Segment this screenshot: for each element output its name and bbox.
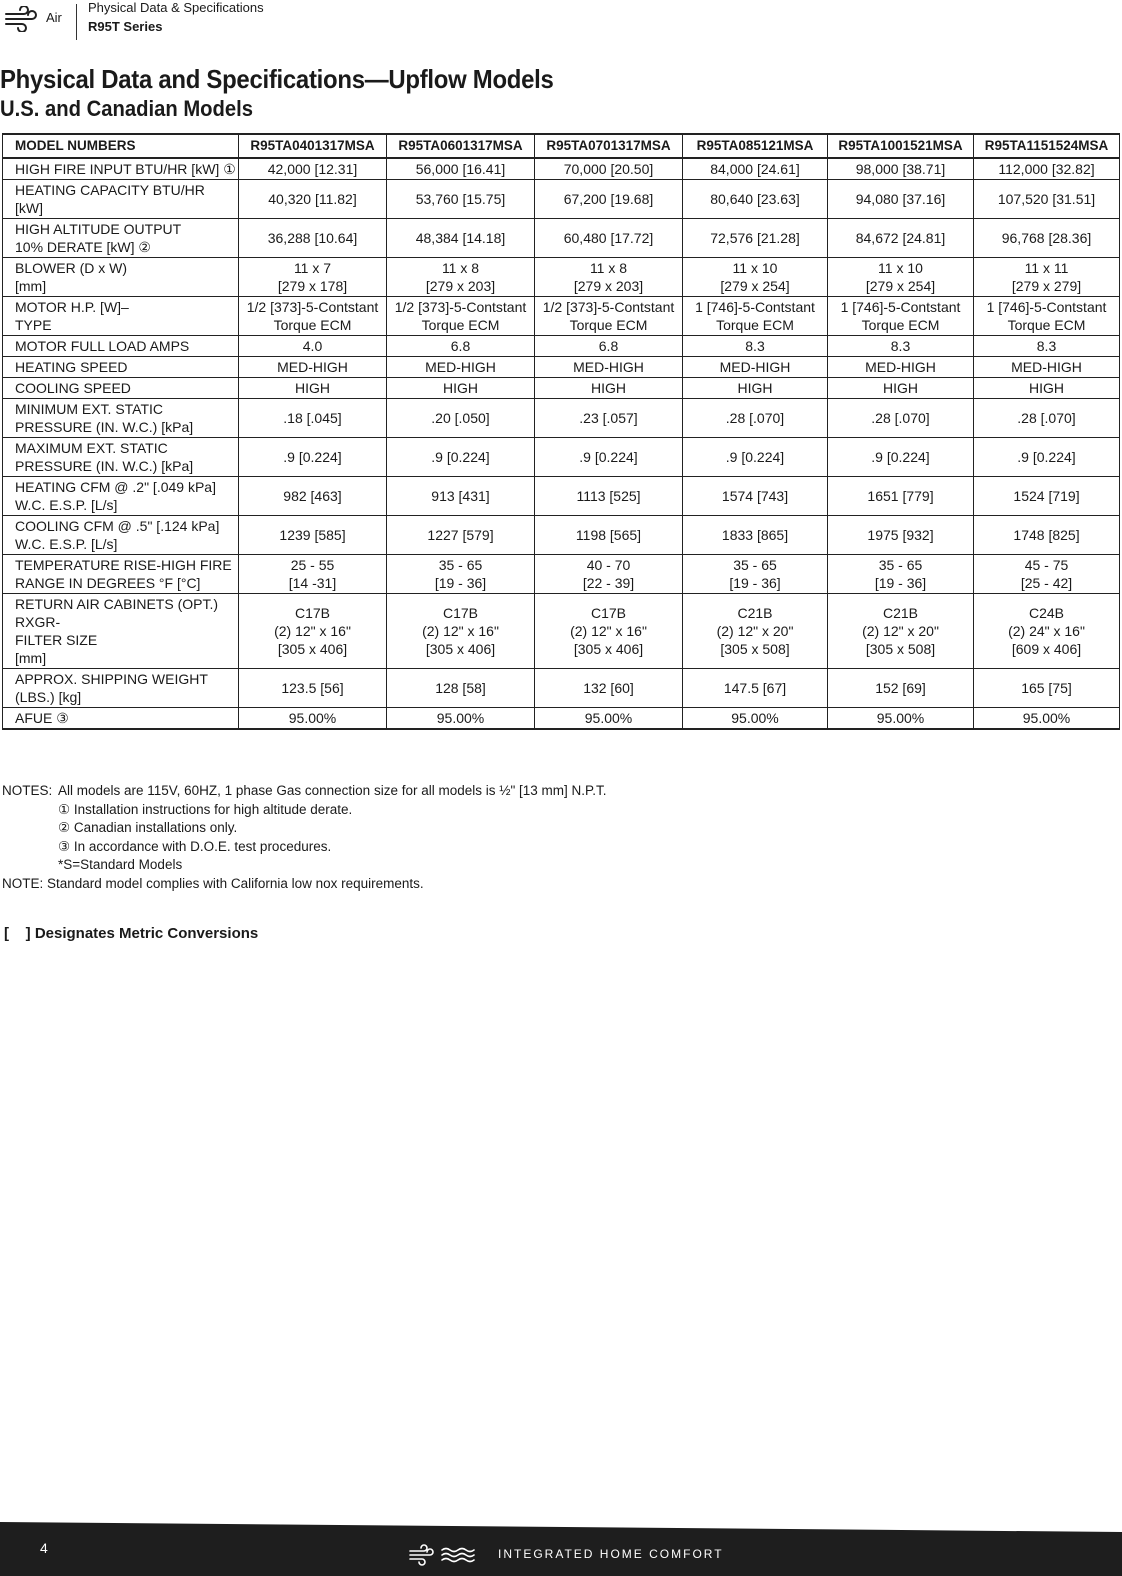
table-cell: .28 [.070] xyxy=(974,399,1120,438)
footer-slant xyxy=(0,1522,1122,1532)
app-label: Air xyxy=(46,10,62,25)
row-label: BLOWER (D x W) [mm] xyxy=(3,258,239,297)
note-first: All models are 115V, 60HZ, 1 phase Gas connection size for all models is ½" [13 mm] N.P.T. xyxy=(58,783,607,798)
page-title: Physical Data and Specifications—Upflow Models xyxy=(0,64,554,94)
water-waves-icon xyxy=(442,1549,474,1562)
table-cell: 67,200 [19.68] xyxy=(535,180,683,219)
table-cell: 95.00% xyxy=(239,708,387,730)
table-cell: 98,000 [38.71] xyxy=(828,158,974,180)
row-label: AFUE ③ xyxy=(3,708,239,730)
table-cell: 11 x 10 [279 x 254] xyxy=(683,258,828,297)
table-cell: 72,576 [21.28] xyxy=(683,219,828,258)
table-cell: 1 [746]-5-Contstant Torque ECM xyxy=(683,297,828,336)
table-row xyxy=(3,158,1120,180)
table-cell: 11 x 8 [279 x 203] xyxy=(535,258,683,297)
table-cell: 913 [431] xyxy=(387,477,535,516)
table-cell: .9 [0.224] xyxy=(828,438,974,477)
table-cell: MED-HIGH xyxy=(974,357,1120,378)
table-cell: 1833 [865] xyxy=(683,516,828,555)
table-cell: HIGH xyxy=(387,378,535,399)
page-footer xyxy=(0,1522,1122,1576)
table-row xyxy=(3,336,1120,357)
model-header: R95TA0701317MSA xyxy=(535,134,683,158)
table-cell: 96,768 [28.36] xyxy=(974,219,1120,258)
section-title: Physical Data & Specifications xyxy=(88,0,264,15)
table-cell: 112,000 [32.82] xyxy=(974,158,1120,180)
table-cell: HIGH xyxy=(239,378,387,399)
row-label: TEMPERATURE RISE-HIGH FIRE RANGE IN DEGREES °F [°C] xyxy=(3,555,239,594)
header-divider xyxy=(76,4,77,40)
model-header: R95TA0401317MSA xyxy=(239,134,387,158)
table-cell: 84,672 [24.81] xyxy=(828,219,974,258)
notes xyxy=(2,782,607,893)
table-cell: 165 [75] xyxy=(974,669,1120,708)
table-row xyxy=(3,399,1120,438)
table-cell: HIGH xyxy=(974,378,1120,399)
table-cell: 11 x 10 [279 x 254] xyxy=(828,258,974,297)
row-label: RETURN AIR CABINETS (OPT.) RXGR- FILTER SIZE [mm] xyxy=(3,594,239,669)
page-number: 4 xyxy=(40,1540,48,1556)
note-item: *S=Standard Models xyxy=(58,857,183,872)
table-cell: .9 [0.224] xyxy=(974,438,1120,477)
page-subtitle: U.S. and Canadian Models xyxy=(0,96,254,121)
table-cell: MED-HIGH xyxy=(828,357,974,378)
table-cell: C21B (2) 12" x 20" [305 x 508] xyxy=(683,594,828,669)
table-cell: HIGH xyxy=(683,378,828,399)
table-cell: 1113 [525] xyxy=(535,477,683,516)
model-header: R95TA085121MSA xyxy=(683,134,828,158)
table-cell: 1 [746]-5-Contstant Torque ECM xyxy=(828,297,974,336)
table-row xyxy=(3,669,1120,708)
table-row xyxy=(3,594,1120,669)
note-item: ① Installation instructions for high altitude derate. xyxy=(58,801,353,817)
table-cell: 1/2 [373]-5-Contstant Torque ECM xyxy=(239,297,387,336)
table-cell: HIGH xyxy=(828,378,974,399)
table-cell: 40 - 70 [22 - 39] xyxy=(535,555,683,594)
table-cell: 11 x 8 [279 x 203] xyxy=(387,258,535,297)
table-cell: 8.3 xyxy=(683,336,828,357)
row-label: HEATING CAPACITY BTU/HR [kW] xyxy=(3,180,239,219)
note-item: ② Canadian installations only. xyxy=(58,820,238,835)
model-header: R95TA1151524MSA xyxy=(974,134,1120,158)
table-cell: MED-HIGH xyxy=(683,357,828,378)
table-cell: 45 - 75 [25 - 42] xyxy=(974,555,1120,594)
table-cell: 1524 [719] xyxy=(974,477,1120,516)
table-cell: 60,480 [17.72] xyxy=(535,219,683,258)
table-header-row xyxy=(3,134,1120,158)
table-cell: 107,520 [31.51] xyxy=(974,180,1120,219)
table-cell: C17B (2) 12" x 16" [305 x 406] xyxy=(239,594,387,669)
table-cell: 1 [746]-5-Contstant Torque ECM xyxy=(974,297,1120,336)
table-cell: 80,640 [23.63] xyxy=(683,180,828,219)
spec-table xyxy=(2,133,1120,730)
table-row xyxy=(3,357,1120,378)
table-cell: 95.00% xyxy=(387,708,535,730)
table-cell: .28 [.070] xyxy=(828,399,974,438)
table-cell: .18 [.045] xyxy=(239,399,387,438)
page-header xyxy=(0,0,600,42)
table-cell: 53,760 [15.75] xyxy=(387,180,535,219)
table-cell: 8.3 xyxy=(974,336,1120,357)
table-cell: 123.5 [56] xyxy=(239,669,387,708)
table-cell: 94,080 [37.16] xyxy=(828,180,974,219)
table-cell: 132 [60] xyxy=(535,669,683,708)
table-cell: 152 [69] xyxy=(828,669,974,708)
table-cell: 1975 [932] xyxy=(828,516,974,555)
table-cell: 35 - 65 [19 - 36] xyxy=(683,555,828,594)
table-cell: 128 [58] xyxy=(387,669,535,708)
table-cell: 1748 [825] xyxy=(974,516,1120,555)
table-cell: 1651 [779] xyxy=(828,477,974,516)
air-wind-icon xyxy=(4,6,38,37)
table-cell: HIGH xyxy=(535,378,683,399)
row-label: COOLING CFM @ .5" [.124 kPa] W.C. E.S.P. [L/s] xyxy=(3,516,239,555)
table-cell: .9 [0.224] xyxy=(535,438,683,477)
table-cell: 35 - 65 [19 - 36] xyxy=(828,555,974,594)
table-row xyxy=(3,438,1120,477)
table-cell: C17B (2) 12" x 16" [305 x 406] xyxy=(535,594,683,669)
row-label: MINIMUM EXT. STATIC PRESSURE (IN. W.C.) [kPa] xyxy=(3,399,239,438)
metric-note: [ ] Designates Metric Conversions xyxy=(4,925,259,942)
row-label: HEATING CFM @ .2" [.049 kPa] W.C. E.S.P. [L/s] xyxy=(3,477,239,516)
row-label: COOLING SPEED xyxy=(3,378,239,399)
table-cell: 1239 [585] xyxy=(239,516,387,555)
table-cell: C21B (2) 12" x 20" [305 x 508] xyxy=(828,594,974,669)
table-cell: 1198 [565] xyxy=(535,516,683,555)
row-label: APPROX. SHIPPING WEIGHT (LBS.) [kg] xyxy=(3,669,239,708)
row-label: MOTOR H.P. [W]– TYPE xyxy=(3,297,239,336)
model-header: R95TA0601317MSA xyxy=(387,134,535,158)
table-cell: 11 x 11 [279 x 279] xyxy=(974,258,1120,297)
table-row xyxy=(3,516,1120,555)
row-label: HEATING SPEED xyxy=(3,357,239,378)
table-cell: .9 [0.224] xyxy=(387,438,535,477)
table-cell: MED-HIGH xyxy=(535,357,683,378)
series-title: R95T Series xyxy=(88,19,163,34)
table-cell: 95.00% xyxy=(535,708,683,730)
table-row xyxy=(3,378,1120,399)
table-cell: 11 x 7 [279 x 178] xyxy=(239,258,387,297)
row-label: HIGH ALTITUDE OUTPUT 10% DERATE [kW] ② xyxy=(3,219,239,258)
note-final: NOTE: Standard model complies with California low nox requirements. xyxy=(2,875,424,891)
table-cell: 6.8 xyxy=(387,336,535,357)
table-cell: 4.0 xyxy=(239,336,387,357)
table-row xyxy=(3,258,1120,297)
table-cell: 36,288 [10.64] xyxy=(239,219,387,258)
table-cell: C24B (2) 24" x 16" [609 x 406] xyxy=(974,594,1120,669)
row-label: MOTOR FULL LOAD AMPS xyxy=(3,336,239,357)
table-cell: 1/2 [373]-5-Contstant Torque ECM xyxy=(387,297,535,336)
table-cell: MED-HIGH xyxy=(387,357,535,378)
table-cell: C17B (2) 12" x 16" [305 x 406] xyxy=(387,594,535,669)
table-cell: 25 - 55 [14 -31] xyxy=(239,555,387,594)
table-cell: MED-HIGH xyxy=(239,357,387,378)
brand-icons xyxy=(408,1544,478,1571)
table-cell: 48,384 [14.18] xyxy=(387,219,535,258)
table-cell: 35 - 65 [19 - 36] xyxy=(387,555,535,594)
table-cell: 40,320 [11.82] xyxy=(239,180,387,219)
table-cell: 982 [463] xyxy=(239,477,387,516)
table-cell: 147.5 [67] xyxy=(683,669,828,708)
header-model-numbers: MODEL NUMBERS xyxy=(3,134,239,158)
table-cell: 1574 [743] xyxy=(683,477,828,516)
notes-label: NOTES: xyxy=(2,783,53,798)
table-cell: 42,000 [12.31] xyxy=(239,158,387,180)
table-row xyxy=(3,708,1120,730)
table-cell: .9 [0.224] xyxy=(239,438,387,477)
table-cell: 6.8 xyxy=(535,336,683,357)
wind-icon xyxy=(410,1545,433,1565)
table-cell: 95.00% xyxy=(974,708,1120,730)
table-cell: 95.00% xyxy=(828,708,974,730)
model-header: R95TA1001521MSA xyxy=(828,134,974,158)
table-cell: 1227 [579] xyxy=(387,516,535,555)
table-row xyxy=(3,297,1120,336)
note-item: ③ In accordance with D.O.E. test procedures. xyxy=(58,838,332,854)
table-cell: .20 [.050] xyxy=(387,399,535,438)
table-cell: 84,000 [24.61] xyxy=(683,158,828,180)
table-cell: 1/2 [373]-5-Contstant Torque ECM xyxy=(535,297,683,336)
row-label: HIGH FIRE INPUT BTU/HR [kW] ① xyxy=(3,158,239,180)
table-cell: 56,000 [16.41] xyxy=(387,158,535,180)
row-label: MAXIMUM EXT. STATIC PRESSURE (IN. W.C.) [kPa] xyxy=(3,438,239,477)
table-cell: .28 [.070] xyxy=(683,399,828,438)
table-cell: .23 [.057] xyxy=(535,399,683,438)
table-cell: .9 [0.224] xyxy=(683,438,828,477)
table-row xyxy=(3,180,1120,219)
brand-name: INTEGRATED HOME COMFORT xyxy=(498,1547,724,1561)
table-cell: 70,000 [20.50] xyxy=(535,158,683,180)
table-row xyxy=(3,477,1120,516)
table-row xyxy=(3,219,1120,258)
table-cell: 8.3 xyxy=(828,336,974,357)
table-row xyxy=(3,555,1120,594)
table-cell: 95.00% xyxy=(683,708,828,730)
